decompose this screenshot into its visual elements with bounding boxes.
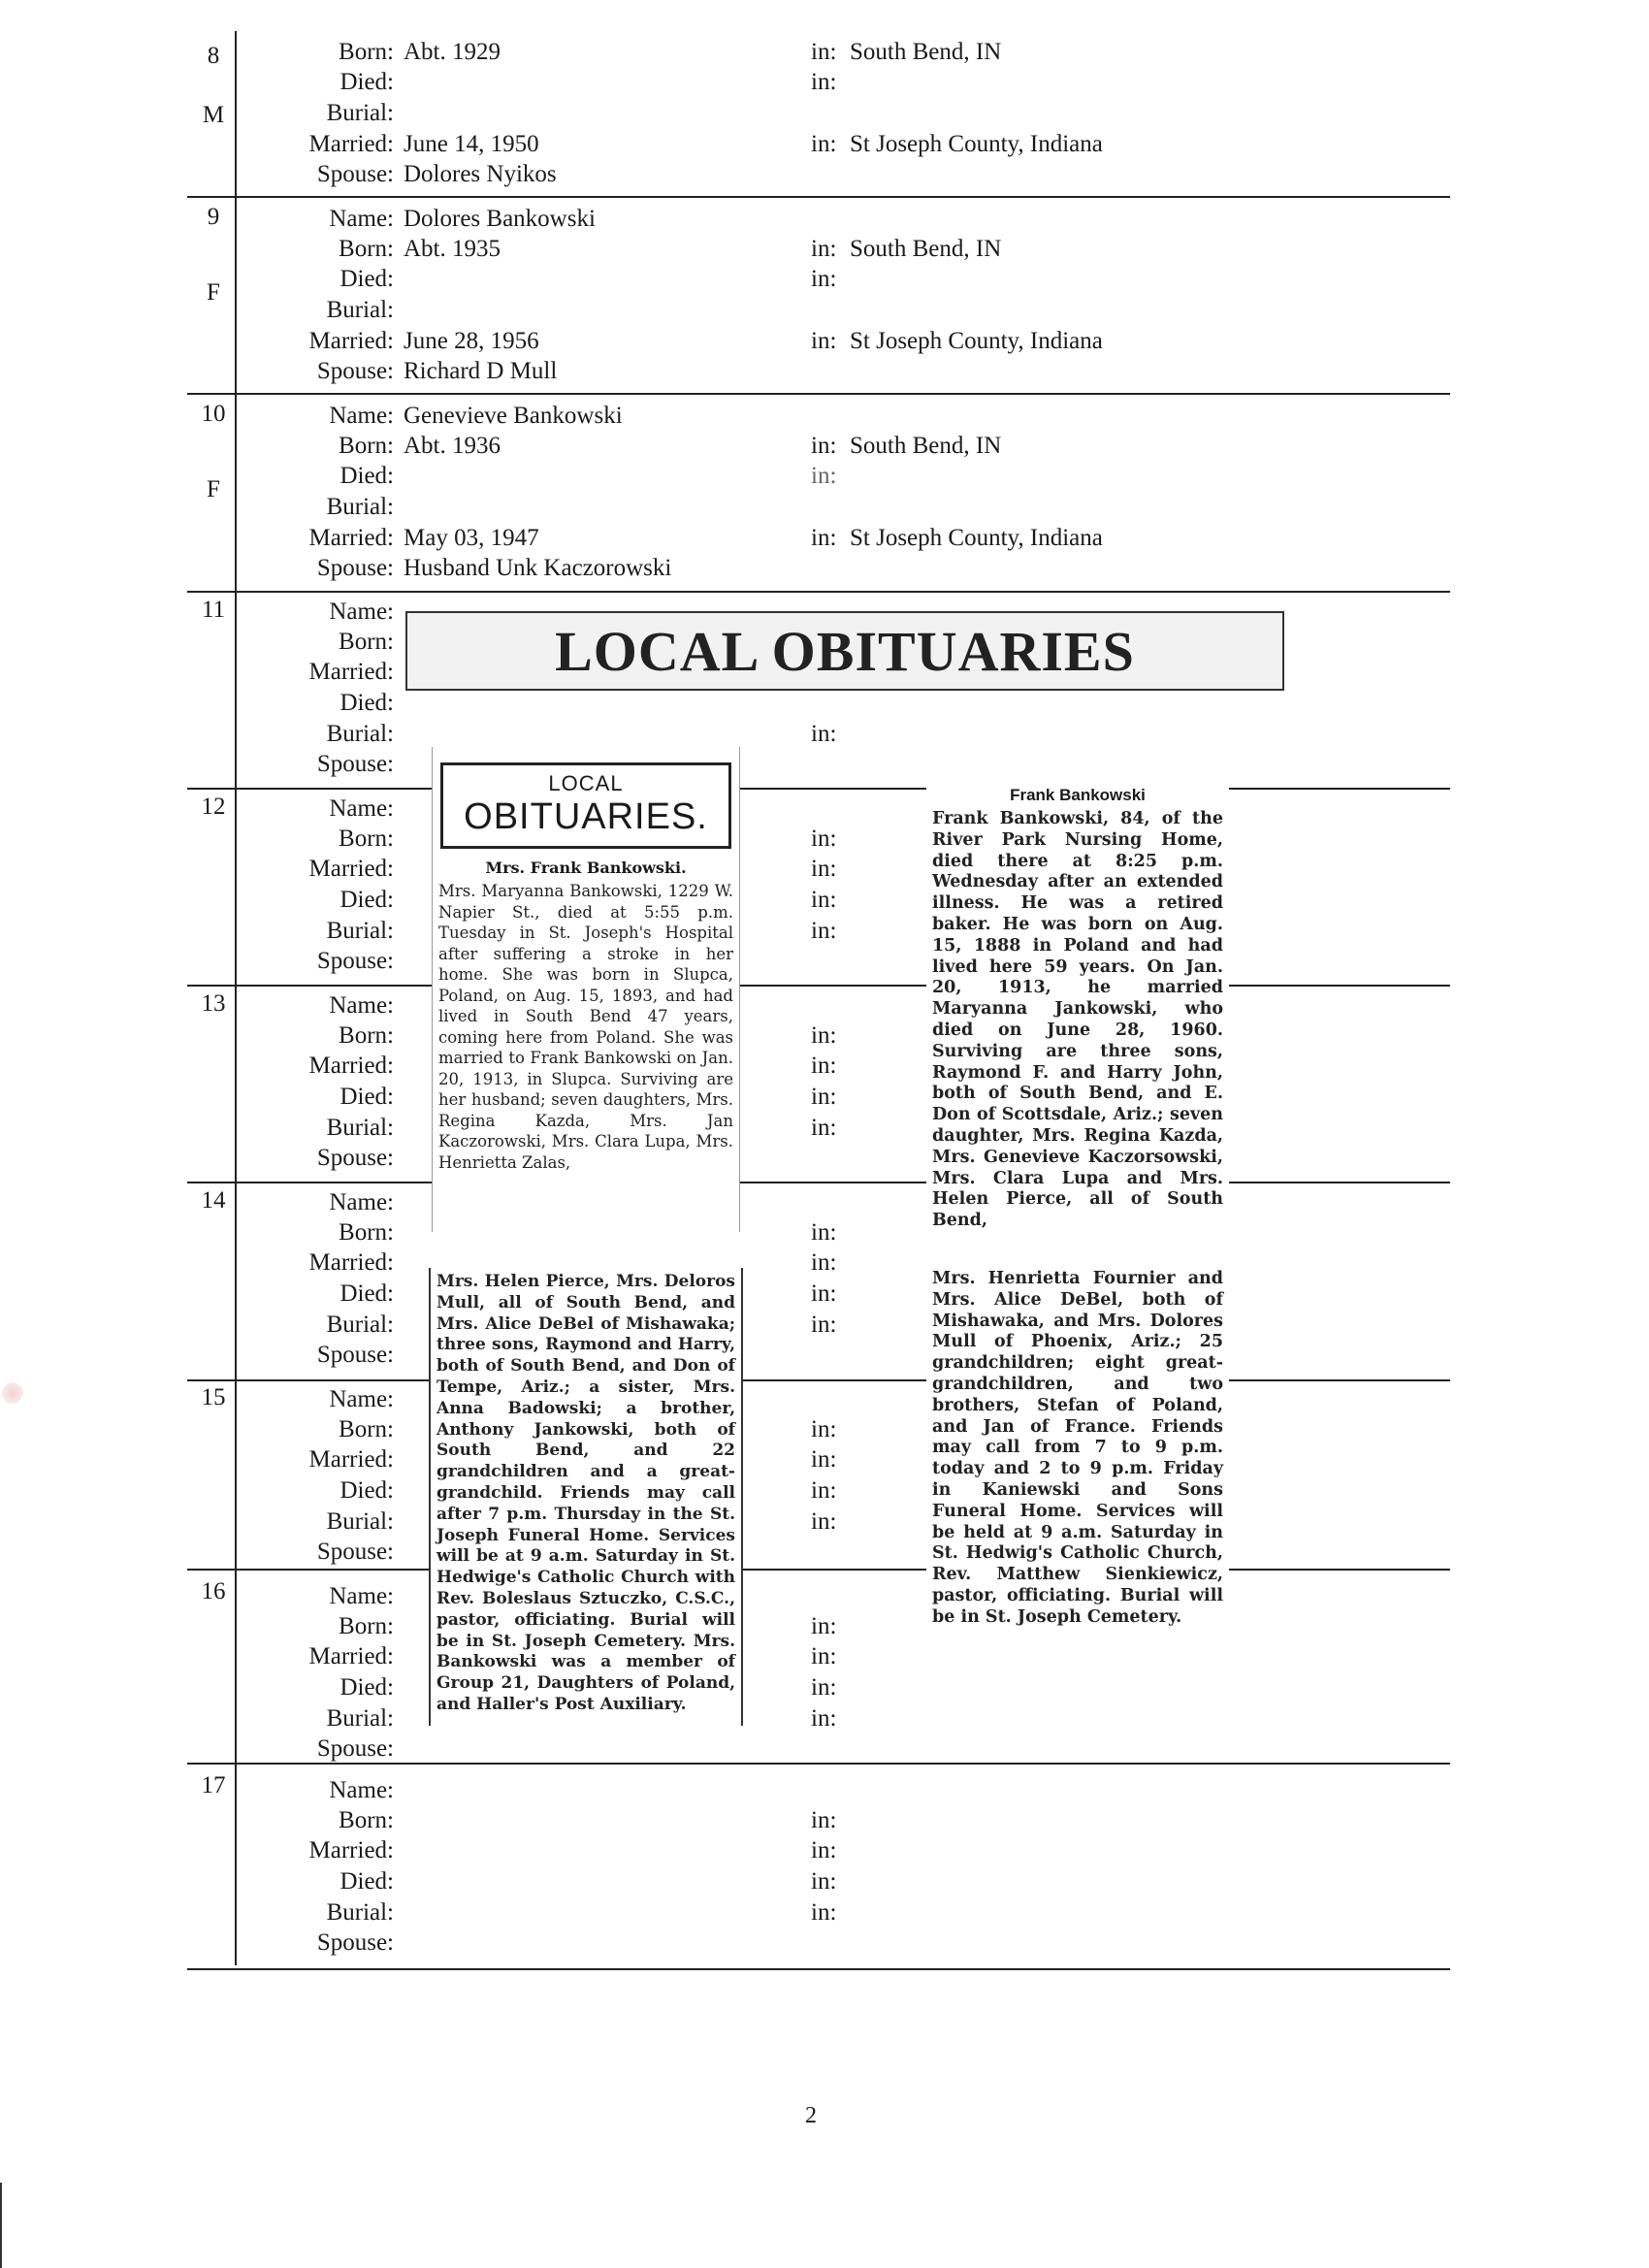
burial-in-label: in: xyxy=(811,1508,837,1535)
record-number: 17 xyxy=(201,1772,226,1798)
born-in-label: in: xyxy=(811,236,837,262)
name-label: Name: xyxy=(329,992,394,1019)
clipping-frank-part2 xyxy=(926,1269,1229,1678)
died-label: Died: xyxy=(340,463,394,489)
spouse-label: Spouse: xyxy=(316,751,394,777)
spouse-label: Spouse: xyxy=(316,555,394,581)
died-label: Died: xyxy=(340,69,394,95)
died-in-label: in: xyxy=(811,1674,837,1701)
spouse-value: Richard D Mull xyxy=(404,358,558,384)
obituary-text: Frank Bankowski, 84, of the River Park Nursing Home, died there at 8:25 p.m. Wednesday after an extended illness. He was a retired baker. He was born on Aug. 15, 1888 in Poland and had lived here 59 years. On Jan. 20, 1913, he married Maryanna Jankowski, who died on June 28, 1960. Surviving are three sons, Raymond F. and Harry John, both of South Bend, and E. Don of Scottsdale, Ariz.; seven daughter, Mrs. Regina Kazda, Mrs. Genevieve Kaczorsowski, Mrs. Clara Lupa and Mrs. Helen Pierce, all of South Bend, xyxy=(932,809,1223,1231)
name-label: Name: xyxy=(329,1777,394,1803)
scan-edge xyxy=(0,2183,2,2268)
born-in-label: in: xyxy=(811,39,837,65)
record-number: 8 xyxy=(207,43,220,69)
died-in-label: in: xyxy=(811,69,837,95)
died-in-label: in: xyxy=(811,1477,837,1504)
name-label: Name: xyxy=(329,206,394,232)
record-divider xyxy=(187,1569,1450,1571)
name-value: Dolores Bankowski xyxy=(404,206,596,232)
born-value: Abt. 1929 xyxy=(404,39,501,65)
born-label: Born: xyxy=(339,1416,394,1442)
spouse-label: Spouse: xyxy=(316,358,394,384)
married-in-label: in: xyxy=(811,1249,837,1276)
record-number: 15 xyxy=(201,1384,226,1410)
married-label: Married: xyxy=(308,328,394,354)
died-label: Died: xyxy=(340,690,394,716)
spouse-label: Spouse: xyxy=(316,948,394,974)
burial-label: Burial: xyxy=(326,297,394,323)
born-in-label: in: xyxy=(811,433,837,459)
obituary-text: Mrs. Henrietta Fournier and Mrs. Alice DeBel, both of Mishawaka, and Mrs. Dolores Mull of Phoenix, Ariz.; 25 grandchildren; eight great-grandchildren, and two brothers, Stefan of Poland, and Jan of France. Friends may call from 7 to 9 p.m. today and 2 to 9 p.m. Friday in Kaniewski and Sons Funeral Home. Services will be held at 9 a.m. Saturday in St. Hedwig's Catholic Church, Rev. Matthew Sienkiewicz, pastor, officiating. Burial will be in St. Joseph Cemetery. xyxy=(932,1269,1223,1627)
page-number: 2 xyxy=(805,2103,817,2128)
married-in-label: in: xyxy=(811,1643,837,1669)
burial-label: Burial: xyxy=(326,918,394,944)
record-divider xyxy=(187,591,1450,593)
married-in-label: in: xyxy=(811,131,837,157)
born-label: Born: xyxy=(339,236,394,262)
burial-label: Burial: xyxy=(326,1705,394,1732)
heading-title: OBITUARIES. xyxy=(464,796,708,837)
died-in-label: in: xyxy=(811,887,837,913)
name-label: Name: xyxy=(329,1583,394,1609)
record-divider xyxy=(187,1182,1450,1183)
married-in-label: in: xyxy=(811,328,837,354)
burial-in-label: in: xyxy=(811,918,837,944)
spouse-label: Spouse: xyxy=(316,1929,394,1956)
clipping-frank-part1 xyxy=(926,780,1229,1236)
record-number: 10 xyxy=(201,401,226,427)
married-place: St Joseph County, Indiana xyxy=(850,131,1103,157)
married-value: June 28, 1956 xyxy=(404,328,539,354)
born-place: South Bend, IN xyxy=(850,39,1002,65)
name-label: Name: xyxy=(329,1189,394,1215)
name-label: Name: xyxy=(329,795,394,822)
record-divider xyxy=(187,1379,1450,1381)
married-label: Married: xyxy=(308,1446,394,1473)
record-number: 13 xyxy=(201,990,226,1017)
clipping-maryanna-part1 xyxy=(432,747,740,1232)
record-divider xyxy=(187,1968,1450,1970)
record-number: 11 xyxy=(201,597,226,623)
married-label: Married: xyxy=(308,131,394,157)
married-label: Married: xyxy=(308,1837,394,1863)
born-place: South Bend, IN xyxy=(850,236,1002,262)
died-in-label: in: xyxy=(811,1868,837,1895)
banner-title: LOCAL OBITUARIES xyxy=(555,619,1135,683)
name-value: Genevieve Bankowski xyxy=(404,403,623,429)
died-in-label: in: xyxy=(811,266,837,292)
died-label: Died: xyxy=(340,1477,394,1504)
burial-in-label: in: xyxy=(811,1312,837,1338)
married-value: June 14, 1950 xyxy=(404,131,539,157)
burial-label: Burial: xyxy=(326,1508,394,1535)
record-divider xyxy=(187,393,1450,395)
married-in-label: in: xyxy=(811,1053,837,1079)
obituary-title: Mrs. Frank Bankowski. xyxy=(485,859,687,877)
died-label: Died: xyxy=(340,1280,394,1307)
died-label: Died: xyxy=(340,887,394,913)
born-label: Born: xyxy=(339,433,394,459)
born-label: Born: xyxy=(339,1613,394,1639)
name-label: Name: xyxy=(329,1386,394,1412)
burial-label: Burial: xyxy=(326,100,394,126)
obituary-text: Mrs. Helen Pierce, Mrs. Deloros Mull, all of South Bend, and Mrs. Alice DeBel of Mishawaka; three sons, Raymond and Harry, both of South Bend, and Don of Tempe, Ariz.; a sister, Mrs. Anna Badowski; a brother, Anthony Jankowski, both of South Bend, and 22 grandchildren and a great-grandchild. Friends may call after 7 p.m. Thursday in the St. Joseph Funeral Home. Services will be at 9 a.m. Saturday in St. Hedwige's Catholic Church with Rev. Boleslaus Sztuczko, C.S.C., pastor, officiating. Burial will be in St. Joseph Cemetery. Mrs. Bankowski was a member of Group 21, Daughters of Poland, and Haller's Post Auxiliary. xyxy=(436,1272,735,1714)
married-label: Married: xyxy=(308,1249,394,1276)
married-place: St Joseph County, Indiana xyxy=(850,525,1103,551)
married-place: St Joseph County, Indiana xyxy=(850,328,1103,354)
spouse-value: Husband Unk Kaczorowski xyxy=(404,555,672,581)
died-label: Died: xyxy=(340,1674,394,1701)
spouse-value: Dolores Nyikos xyxy=(404,161,557,187)
born-label: Born: xyxy=(339,826,394,852)
born-in-label: in: xyxy=(811,1613,837,1639)
obituary-text: Mrs. Maryanna Bankowski, 1229 W. Napier St., died at 5:55 p.m. Tuesday in St. Joseph's Hospital after suffering a stroke in her home. She was born in Slupca, Poland, on Aug. 15, 1893, and had lived in South Bend 47 years, coming here from Poland. She was married to Frank Bankowski on Jan. 20, 1913, in Slupca. Surviving are her husband; seven daughters, Mrs. Regina Kazda, Mrs. Jan Kaczorowski, Mrs. Clara Lupa, Mrs. Henrietta Zalas, xyxy=(438,882,733,1172)
name-label: Name: xyxy=(329,403,394,429)
died-label: Died: xyxy=(340,266,394,292)
record-sex: M xyxy=(202,102,225,128)
married-label: Married: xyxy=(308,1053,394,1079)
born-label: Born: xyxy=(339,1219,394,1246)
born-in-label: in: xyxy=(811,1219,837,1246)
spouse-label: Spouse: xyxy=(316,1539,394,1565)
married-label: Married: xyxy=(308,525,394,551)
record-number: 12 xyxy=(201,794,226,820)
married-in-label: in: xyxy=(811,856,837,882)
spouse-label: Spouse: xyxy=(316,1342,394,1368)
name-label: Name: xyxy=(329,599,394,625)
born-label: Born: xyxy=(339,1022,394,1049)
born-in-label: in: xyxy=(811,1416,837,1442)
record-divider xyxy=(187,788,1450,790)
record-divider xyxy=(187,196,1450,198)
married-in-label: in: xyxy=(811,1446,837,1473)
married-label: Married: xyxy=(308,659,394,685)
born-value: Abt. 1936 xyxy=(404,433,501,459)
record-number: 16 xyxy=(201,1578,226,1604)
married-label: Married: xyxy=(308,1643,394,1669)
record-sex: F xyxy=(207,279,220,306)
born-place: South Bend, IN xyxy=(850,433,1002,459)
born-in-label: in: xyxy=(811,826,837,852)
died-in-label: in: xyxy=(811,1084,837,1110)
local-obituaries-banner xyxy=(405,611,1284,691)
burial-label: Burial: xyxy=(326,721,394,747)
died-in-label: in: xyxy=(811,463,837,489)
died-label: Died: xyxy=(340,1084,394,1110)
record-number: 9 xyxy=(207,204,220,230)
married-in-label: in: xyxy=(811,525,837,551)
scan-stain xyxy=(2,1382,23,1404)
record-divider xyxy=(187,985,1450,987)
burial-in-label: in: xyxy=(811,721,837,747)
burial-in-label: in: xyxy=(811,1115,837,1141)
obituaries-heading xyxy=(440,762,731,849)
born-in-label: in: xyxy=(811,1807,837,1833)
burial-in-label: in: xyxy=(811,1705,837,1732)
died-in-label: in: xyxy=(811,1280,837,1307)
died-label: Died: xyxy=(340,1868,394,1895)
burial-label: Burial: xyxy=(326,494,394,520)
spouse-label: Spouse: xyxy=(316,1145,394,1171)
burial-label: Burial: xyxy=(326,1115,394,1141)
married-value: May 03, 1947 xyxy=(404,525,539,551)
record-number: 14 xyxy=(201,1187,226,1214)
heading-kicker: LOCAL xyxy=(548,771,624,795)
born-label: Born: xyxy=(339,1807,394,1833)
born-value: Abt. 1935 xyxy=(404,236,501,262)
born-label: Born: xyxy=(339,39,394,65)
burial-label: Burial: xyxy=(326,1312,394,1338)
born-label: Born: xyxy=(339,629,394,655)
burial-label: Burial: xyxy=(326,1899,394,1926)
spouse-label: Spouse: xyxy=(316,161,394,187)
married-label: Married: xyxy=(308,856,394,882)
obituary-title: Frank Bankowski xyxy=(1010,786,1146,804)
born-in-label: in: xyxy=(811,1022,837,1049)
clipping-maryanna-part2 xyxy=(429,1268,743,1726)
married-in-label: in: xyxy=(811,1837,837,1863)
record-sex: F xyxy=(207,476,220,502)
spouse-label: Spouse: xyxy=(316,1735,394,1762)
burial-in-label: in: xyxy=(811,1899,837,1926)
